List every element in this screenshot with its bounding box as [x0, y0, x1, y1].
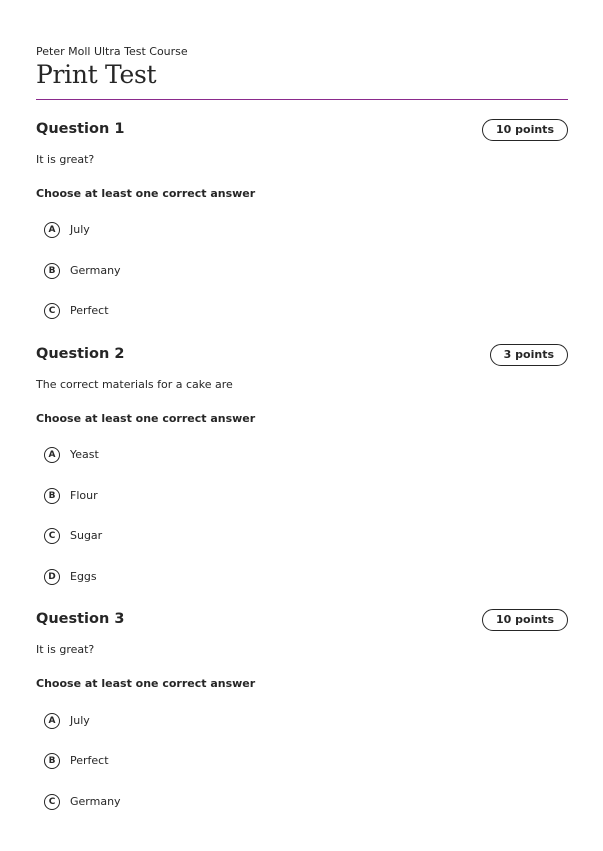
- answer-letter-badge: C: [44, 794, 60, 810]
- answer-text: Sugar: [70, 529, 103, 542]
- answer-letter-badge: B: [44, 488, 60, 504]
- answer-letter-badge: A: [44, 713, 60, 729]
- question-3: [36, 609, 568, 808]
- question-title: Question 2: [36, 346, 125, 362]
- answer-letter-badge: A: [44, 447, 60, 463]
- answer-text: Eggs: [70, 570, 97, 583]
- page-title: Print Test: [36, 60, 157, 89]
- question-text: It is great?: [36, 153, 95, 166]
- points-badge: 3 points: [490, 344, 568, 366]
- answer-text: Yeast: [70, 448, 99, 461]
- answer-instruction: Choose at least one correct answer: [36, 187, 256, 200]
- answer-text: July: [70, 223, 90, 236]
- question-title: Question 1: [36, 121, 125, 137]
- answer-instruction: Choose at least one correct answer: [36, 412, 256, 425]
- answer-letter-badge: C: [44, 303, 60, 319]
- answer-instruction: Choose at least one correct answer: [36, 677, 256, 690]
- question-text: The correct materials for a cake are: [36, 378, 233, 391]
- answer-letter-badge: D: [44, 569, 60, 585]
- answer-text: Germany: [70, 264, 121, 277]
- answer-letter-badge: C: [44, 528, 60, 544]
- question-2: [36, 344, 568, 583]
- question-header: [36, 119, 568, 143]
- answer-text: Flour: [70, 489, 98, 502]
- question-title: Question 3: [36, 611, 125, 627]
- answer-text: Perfect: [70, 304, 109, 317]
- points-badge: 10 points: [482, 119, 568, 141]
- points-badge: 10 points: [482, 609, 568, 631]
- answer-letter-badge: B: [44, 753, 60, 769]
- answer-letter-badge: A: [44, 222, 60, 238]
- course-name: Peter Moll Ultra Test Course: [36, 45, 188, 58]
- answer-text: Perfect: [70, 754, 109, 767]
- answer-text: July: [70, 714, 90, 727]
- question-text: It is great?: [36, 643, 95, 656]
- answer-text: Germany: [70, 795, 121, 808]
- answer-letter-badge: B: [44, 263, 60, 279]
- title-divider: [36, 99, 568, 100]
- question-1: [36, 119, 568, 317]
- question-header: [36, 609, 568, 633]
- question-header: [36, 344, 568, 368]
